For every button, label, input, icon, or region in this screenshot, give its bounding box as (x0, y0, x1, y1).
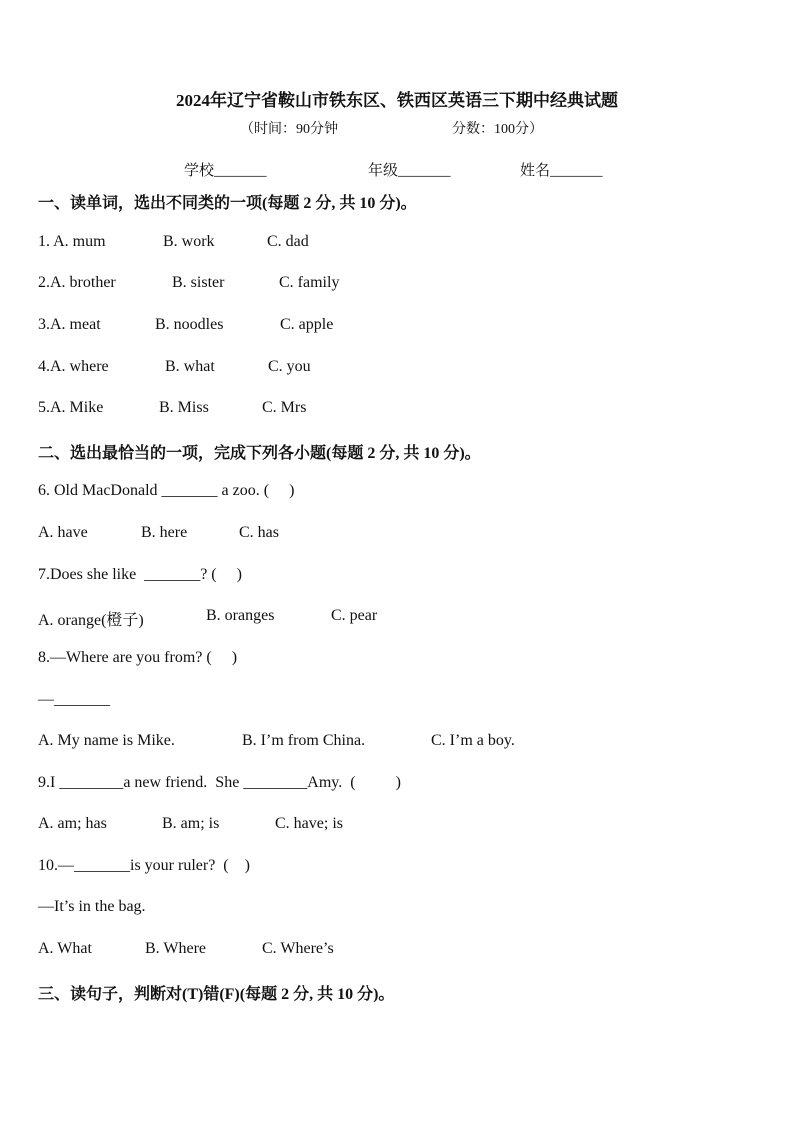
question-2-option-a: 2.A. brother (38, 274, 116, 291)
question-9-option-b: B. am; is (162, 815, 220, 832)
question-9-option-a: A. am; has (38, 815, 107, 832)
question-7-stem: 7.Does she like _______? ( ) (38, 566, 242, 583)
question-1-option-b: B. work (163, 233, 215, 250)
question-10-option-b: B. Where (145, 940, 207, 957)
name-field: 姓名_______ (520, 163, 603, 179)
page-title: 2024年辽宁省鞍山市铁东区、铁西区英语三下期中经典试题 (176, 91, 618, 110)
question-7-option-c: C. pear (331, 607, 378, 624)
section-1-title: 一、读单词，选出不同类的一项(每题 2 分, 共 10 分)。 (38, 195, 417, 212)
exam-score: 分数：100分） (452, 122, 543, 137)
school-field: 学校_______ (184, 163, 267, 179)
question-3-option-c: C. apple (280, 316, 334, 333)
question-9-stem: 9.I ________a new friend. She ________Amy. ( ) (38, 774, 401, 791)
question-10-option-c: C. Where’s (262, 940, 334, 957)
exam-time: （时间：90分钟 (240, 122, 338, 137)
question-6-option-c: C. has (239, 524, 279, 541)
question-7-option-b: B. oranges (206, 607, 275, 624)
question-2-option-b: B. sister (172, 274, 225, 291)
question-7-option-a: A. orange(橙子) (38, 612, 144, 629)
question-4-option-a: 4.A. where (38, 358, 109, 375)
question-8-option-a: A. My name is Mike. (38, 732, 175, 749)
question-3-option-a: 3.A. meat (38, 316, 101, 333)
question-10-stem: 10.—_______is your ruler? ( ) (38, 857, 250, 874)
section-2-title: 二、选出最恰当的一项，完成下列各小题(每题 2 分, 共 10 分)。 (38, 445, 481, 462)
question-10-option-a: A. What (38, 940, 92, 957)
question-5-option-c: C. Mrs (262, 399, 307, 416)
question-5-option-a: 5.A. Mike (38, 399, 104, 416)
question-1-option-a: 1. A. mum (38, 233, 106, 250)
question-4-option-b: B. what (165, 358, 215, 375)
question-9-option-c: C. have; is (275, 815, 343, 832)
question-5-option-b: B. Miss (159, 399, 209, 416)
question-2-option-c: C. family (279, 274, 340, 291)
question-8-option-b: B. I’m from China. (242, 732, 366, 749)
section-3-title: 三、读句子，判断对(T)错(F)(每题 2 分, 共 10 分)。 (38, 986, 395, 1003)
grade-field: 年级_______ (368, 163, 451, 179)
question-8-option-c: C. I’m a boy. (431, 732, 515, 749)
question-3-option-b: B. noodles (155, 316, 224, 333)
question-8-stem: 8.—Where are you from? ( ) (38, 649, 238, 666)
question-4-option-c: C. you (268, 358, 311, 375)
question-10-answer-line: —It’s in the bag. (38, 898, 146, 915)
question-6-stem: 6. Old MacDonald _______ a zoo. ( ) (38, 482, 295, 499)
question-1-option-c: C. dad (267, 233, 309, 250)
question-6-option-a: A. have (38, 524, 88, 541)
question-6-option-b: B. here (141, 524, 188, 541)
question-8-answer-line: —_______ (38, 691, 110, 708)
